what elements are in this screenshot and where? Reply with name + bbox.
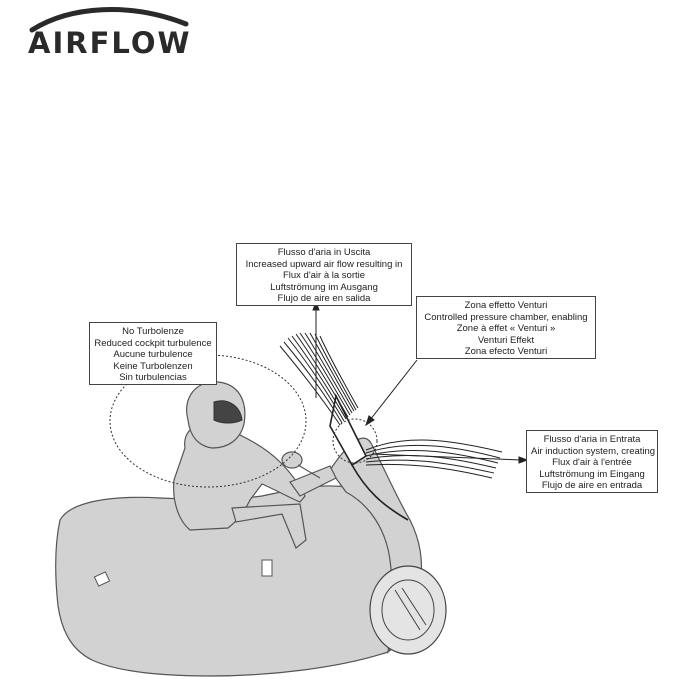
callout-inlet-line: Luftströmung im Eingang	[539, 468, 645, 480]
helmet-icon	[187, 382, 245, 448]
callout-turbulence-line: No Turbolenze	[122, 326, 184, 337]
rear-wheel	[370, 566, 446, 654]
callout-outlet-line: Luftströmung im Ausgang	[270, 281, 378, 293]
callout-inlet-line: Flux d'air à l'entrée	[552, 457, 632, 468]
callout-venturi-line: Zone à effet « Venturi »	[456, 323, 556, 334]
callout-inlet-line: Flujo de aire en entrada	[541, 480, 643, 491]
callout-outlet-line: Flusso d'aria in Uscita	[277, 247, 371, 258]
inlet-flow-lines	[366, 440, 502, 478]
callout-venturi	[416, 296, 596, 359]
callout-inlet-line: Air induction system, creating	[531, 445, 656, 457]
callout-inlet-line: Flusso d'aria in Entrata	[543, 434, 641, 445]
callout-turbulence-line: Sin turbulencias	[119, 372, 187, 383]
outlet-flow-lines	[280, 333, 358, 425]
callout-inlet	[526, 430, 658, 493]
callout-turbulence-line: Aucune turbulence	[113, 349, 193, 360]
callout-turbulence-line: Keine Turbolenzen	[113, 360, 193, 372]
callout-turbulence-line: Reduced cockpit turbulence	[94, 337, 212, 349]
callout-outlet-line: Flux d'air à la sortie	[282, 270, 366, 281]
callout-venturi-line: Venturi Effekt	[477, 334, 535, 346]
callout-turbulence	[89, 322, 217, 385]
callout-venturi-line: Zona efecto Venturi	[464, 346, 548, 357]
callout-outlet-line: Flujo de aire en salida	[277, 293, 371, 304]
brand-logo	[28, 8, 198, 60]
brand-name: AIRFLOW	[28, 26, 192, 60]
callout-venturi-line: Controlled pressure chamber, enabling	[424, 311, 588, 323]
callout-outlet	[236, 243, 412, 306]
callout-venturi-line: Zona effetto Venturi	[464, 300, 548, 311]
callout-outlet-line: Increased upward air flow resulting in	[245, 258, 403, 270]
